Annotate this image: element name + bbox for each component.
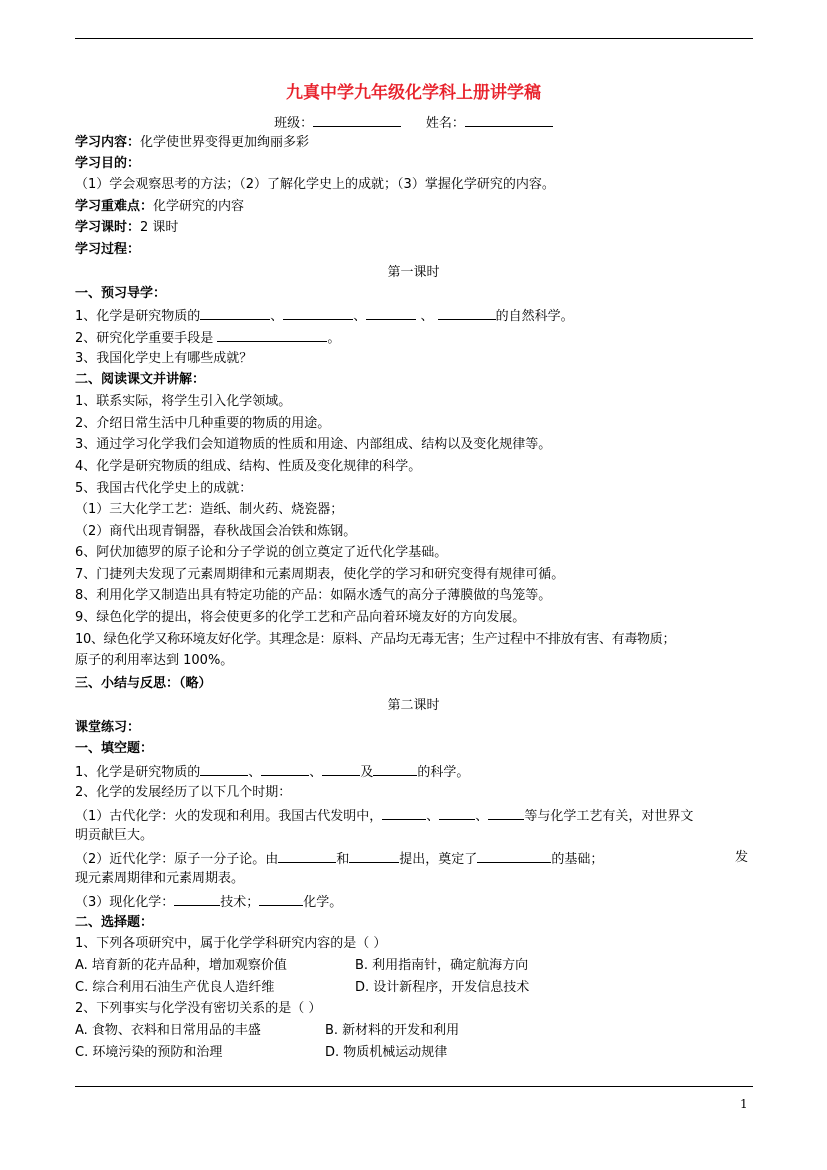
- choice-question-2: 2、下列事实与化学没有密切关系的是（ ）: [75, 1001, 322, 1016]
- name-blank[interactable]: [465, 112, 553, 127]
- reading-item: 9、绿色化学的提出，将会使更多的化学工艺和产品向着环境友好的方向发展。: [75, 610, 526, 625]
- class-name-line: [0, 112, 827, 134]
- preview-item-2: [75, 327, 755, 349]
- reading-subitem: （1）三大化学工艺：造纸、制火药、烧瓷器；: [75, 502, 344, 517]
- fill-item-2b-text-mid: 提出，奠定了: [399, 852, 478, 867]
- fill-item-2b-trailing: 发: [735, 850, 749, 865]
- header-rule: [75, 38, 753, 39]
- separator: 、: [426, 809, 440, 824]
- class-blank[interactable]: [313, 112, 401, 127]
- fill-item-1-end: 的科学。: [417, 765, 470, 780]
- page-number: 1: [740, 1097, 748, 1111]
- choice-option-a[interactable]: A. 食物、衣料和日常用品的丰盛: [75, 1023, 261, 1038]
- preview-item-1: [75, 305, 755, 327]
- key-text: 化学研究的内容: [153, 199, 245, 214]
- blank[interactable]: [200, 305, 270, 320]
- blank[interactable]: [439, 805, 475, 820]
- fill-item-2c-text: （3）现化化学：: [75, 895, 175, 910]
- blank[interactable]: [259, 891, 303, 906]
- lesson-one-heading: 第一课时: [387, 265, 440, 280]
- reading-item: 1、联系实际，将学生引入化学领域。: [75, 394, 292, 409]
- fill-item-2a: [75, 805, 755, 827]
- process-label: 学习过程：: [75, 242, 141, 257]
- goal-label: 学习目的：: [75, 156, 141, 171]
- fill-item-2: 2、化学的发展经历了以下几个时期：: [75, 785, 292, 800]
- fill-item-1-text: 1、化学是研究物质的: [75, 765, 201, 780]
- blank[interactable]: [366, 305, 416, 320]
- separator: 、: [353, 309, 367, 324]
- fill-item-2c-text-end: 化学。: [303, 895, 343, 910]
- separator: 、: [248, 765, 262, 780]
- reading-item: 4、化学是研究物质的组成、结构、性质及变化规律的科学。: [75, 459, 422, 474]
- reading-item-continued: 原子的利用率达到 100%。: [75, 653, 234, 668]
- hours-text: 2 课时: [140, 220, 179, 235]
- blank[interactable]: [200, 761, 248, 776]
- separator: 、: [475, 809, 489, 824]
- choice-row: [75, 1043, 755, 1063]
- key-line: [75, 197, 755, 217]
- preview-heading: 一、预习导学：: [75, 286, 167, 301]
- reading-item: 7、门捷列夫发现了元素周期律和元素周期表，使化学的学习和研究变得有规律可循。: [75, 567, 565, 582]
- content-text: 化学使世界变得更加绚丽多彩: [140, 135, 310, 150]
- preview-item-1-end: 的自然科学。: [495, 309, 574, 324]
- lesson-two-heading: 第二课时: [387, 698, 440, 713]
- blank[interactable]: [373, 761, 417, 776]
- fill-item-2b-continued: 现元素周期律和元素周期表。: [75, 871, 245, 886]
- content-label: 学习内容：: [75, 135, 141, 150]
- fill-heading: 一、填空题：: [75, 741, 154, 756]
- fill-item-2b-and: 和: [336, 852, 350, 867]
- preview-item-2-text: 2、研究化学重要手段是: [75, 331, 218, 346]
- footer-rule: [75, 1086, 753, 1087]
- choice-heading: 二、选择题：: [75, 915, 154, 930]
- separator: 及: [360, 765, 374, 780]
- choice-question-1: 1、下列各项研究中，属于化学学科研究内容的是（ ）: [75, 936, 387, 951]
- choice-row: [75, 956, 755, 976]
- reading-subitem: （2）商代出现青铜器，春秋战国会冶铁和炼钢。: [75, 524, 357, 539]
- blank[interactable]: [488, 805, 524, 820]
- content-line: [75, 133, 755, 153]
- reading-item: 10、绿色化学又称环境友好化学。其理念是：原料、产品均无毒无害；生产过程中不排放有害、有毒物质；: [75, 632, 676, 647]
- separator: 、: [416, 309, 438, 324]
- preview-item-2-end: 。: [327, 331, 341, 346]
- fill-item-2a-text-end: 等与化学工艺有关，对世界文: [524, 809, 694, 824]
- fill-item-1: [75, 761, 755, 783]
- blank[interactable]: [438, 305, 496, 320]
- choice-option-d[interactable]: D. 物质机械运动规律: [325, 1045, 448, 1060]
- separator: 、: [309, 765, 323, 780]
- fill-item-2c: [75, 891, 755, 913]
- blank[interactable]: [217, 327, 327, 342]
- fill-item-2b: [75, 848, 755, 870]
- blank[interactable]: [261, 761, 309, 776]
- choice-option-b[interactable]: B. 新材料的开发和利用: [325, 1023, 460, 1038]
- choice-option-d[interactable]: D. 设计新程序，开发信息技术: [355, 980, 530, 995]
- blank[interactable]: [278, 848, 336, 863]
- summary-heading: 三、小结与反思：（略）: [75, 676, 212, 691]
- fill-item-2c-text-mid: 技术；: [220, 895, 260, 910]
- practice-heading: 课堂练习：: [75, 720, 141, 735]
- reading-item: 8、利用化学又制造出具有特定功能的产品：如隔水透气的高分子薄膜做的鸟笼等。: [75, 588, 552, 603]
- fill-item-2b-text-end: 的基础；: [551, 852, 604, 867]
- blank[interactable]: [283, 305, 353, 320]
- choice-option-b[interactable]: B. 利用指南针，确定航海方向: [355, 958, 529, 973]
- fill-item-2a-text: （1）古代化学：火的发现和利用。我国古代发明中，: [75, 809, 383, 824]
- preview-item-1-text: 1、化学是研究物质的: [75, 309, 201, 324]
- blank[interactable]: [322, 761, 360, 776]
- document-title: 九真中学九年级化学科上册讲学稿: [286, 83, 541, 103]
- reading-item: 2、介绍日常生活中几种重要的物质的用途。: [75, 416, 331, 431]
- choice-row: [75, 1021, 755, 1041]
- reading-item: 5、我国古代化学史上的成就：: [75, 481, 253, 496]
- separator: 、: [270, 309, 284, 324]
- class-label: 班级：: [274, 116, 314, 131]
- fill-item-2a-continued: 明贡献巨大。: [75, 828, 154, 843]
- key-label: 学习重难点：: [75, 199, 154, 214]
- blank[interactable]: [382, 805, 426, 820]
- reading-item: 3、通过学习化学我们会知道物质的性质和用途、内部组成、结构以及变化规律等。: [75, 437, 552, 452]
- blank[interactable]: [349, 848, 399, 863]
- goal-text: （1）学会观察思考的方法；（2）了解化学史上的成就；（3）掌握化学研究的内容。: [75, 177, 555, 192]
- fill-item-2b-text: （2）近代化学：原子一分子论。由: [75, 852, 279, 867]
- name-label: 姓名：: [425, 116, 465, 131]
- reading-heading: 二、阅读课文并讲解：: [75, 372, 206, 387]
- reading-item: 6、阿伏加德罗的原子论和分子学说的创立奠定了近代化学基础。: [75, 545, 448, 560]
- blank[interactable]: [174, 891, 220, 906]
- blank[interactable]: [477, 848, 551, 863]
- choice-option-a[interactable]: A. 培育新的花卉品种，增加观察价值: [75, 958, 287, 973]
- choice-option-c[interactable]: C. 综合利用石油生产优良人造纤维: [75, 980, 275, 995]
- hours-label: 学习课时：: [75, 220, 141, 235]
- choice-row: [75, 978, 755, 998]
- hours-line: [75, 218, 755, 238]
- preview-item-3: 3、我国化学史上有哪些成就？: [75, 351, 253, 366]
- choice-option-c[interactable]: C. 环境污染的预防和治理: [75, 1045, 223, 1060]
